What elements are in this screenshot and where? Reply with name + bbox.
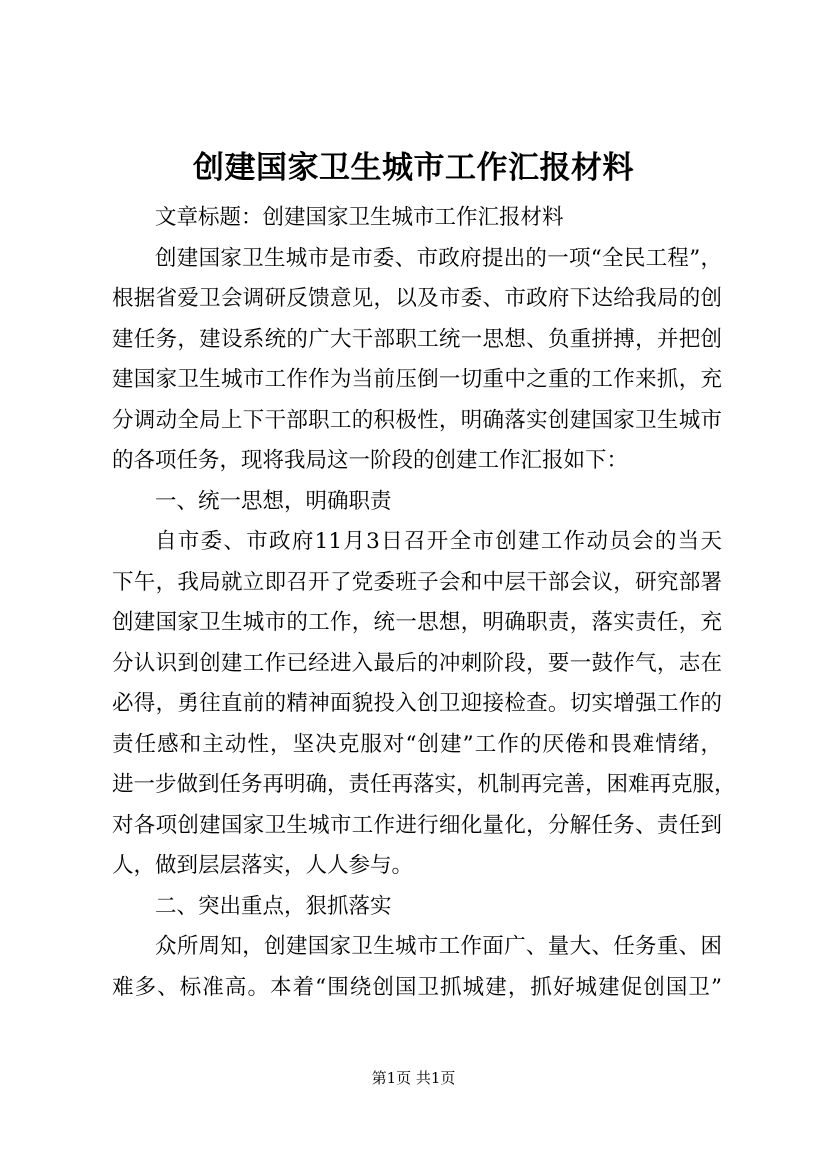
paragraph-line: 分认识到创建工作已经进入最后的冲刺阶段，要一鼓作气，志在 <box>112 650 722 676</box>
page-footer: 第1页 共1页 <box>371 1069 456 1087</box>
paragraph-line: 建任务，建设系统的广大干部职工统一思想、负重拼搏，并把创 <box>112 326 722 352</box>
paragraph-line: 人，做到层层落实，人人参与。 <box>112 853 414 878</box>
paragraph-line: 创建国家卫生城市是市委、市政府提出的一项“全民工程”， <box>155 245 722 271</box>
paragraph-line: 责任感和主动性，坚决克服对“创建”工作的厌倦和畏难情绪， <box>112 731 722 757</box>
paragraph-line: 根据省爱卫会调研反馈意见，以及市委、市政府下达给我局的创 <box>112 286 722 311</box>
paragraph-line: 下午，我局就立即召开了党委班子会和中层干部会议，研究部署 <box>112 569 722 595</box>
paragraph-line: 的各项任务，现将我局这一阶段的创建工作汇报如下： <box>112 448 629 473</box>
paragraph-line: 进一步做到任务再明确，责任再落实，机制再完善，困难再克服， <box>112 772 736 797</box>
article-title-line: 文章标题：创建国家卫生城市工作汇报材料 <box>155 205 564 230</box>
document-body <box>112 198 736 1008</box>
paragraph-line: 众所周知，创建国家卫生城市工作面广、量大、任务重、困 <box>155 934 722 959</box>
paragraph-line: 创建国家卫生城市的工作，统一思想，明确职责，落实责任，充 <box>112 610 722 635</box>
document-title: 创建国家卫生城市工作汇报材料 <box>193 150 634 186</box>
paragraph-line: 建国家卫生城市工作作为当前压倒一切重中之重的工作来抓，充 <box>112 367 722 392</box>
paragraph-line: 分调动全局上下干部职工的积极性，明确落实创建国家卫生城市 <box>112 407 722 433</box>
section-heading: 二、突出重点，狠抓落实 <box>155 893 392 919</box>
paragraph-line: 对各项创建国家卫生城市工作进行细化量化，分解任务、责任到 <box>112 812 722 838</box>
paragraph-line: 难多、标准高。本着“围绕创国卫抓城建，抓好城建促创国卫” <box>112 974 722 1000</box>
paragraph-line: 自市委、市政府11月3日召开全市创建工作动员会的当天 <box>155 529 722 554</box>
paragraph-line: 必得，勇往直前的精神面貌投入创卫迎接检查。切实增强工作的 <box>112 691 722 716</box>
section-heading: 一、统一思想，明确职责 <box>155 488 392 514</box>
